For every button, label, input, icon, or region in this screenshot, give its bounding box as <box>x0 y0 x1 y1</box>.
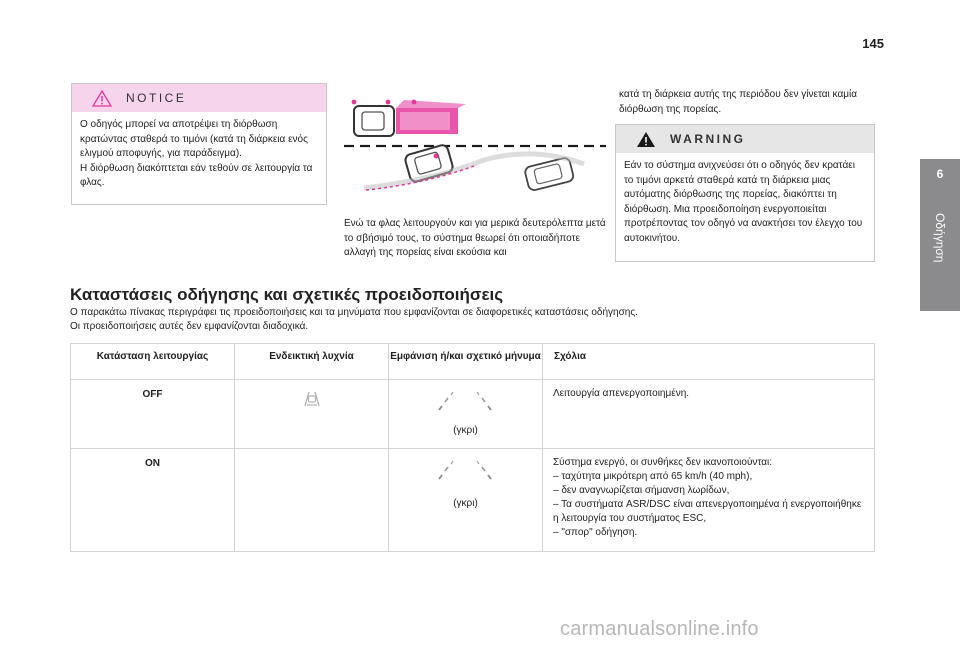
comment-cell: Λειτουργία απενεργοποιημένη. <box>542 380 874 448</box>
lamp-cell <box>234 449 388 551</box>
lamp-cell <box>234 380 388 448</box>
notice-header <box>72 84 326 112</box>
warning-box <box>615 124 875 262</box>
table-header-row <box>71 344 874 379</box>
header-display: Εμφάνιση ή/και σχετικό μήνυμα <box>388 344 542 379</box>
lane-assist-lamp-icon <box>301 388 323 408</box>
right-column-text: κατά τη διάρκεια αυτής της περιόδου δεν γίνεται καμία διόρθωση της πορείας. <box>619 89 857 115</box>
intro-line-2: Οι προειδοποιήσεις αυτές δεν εμφανίζονται διαδοχικά. <box>70 321 309 332</box>
watermark: carmanualsonline.info <box>560 618 759 640</box>
state-cell: OFF <box>142 389 163 400</box>
warning-text: Εάν το σύστημα ανιχνεύσει ότι ο οδηγός δεν κρατάει το τιμόνι αρκετά σταθερά κατά τη διάρκεια μιας αυτόματης διόρθωσης της πορείας, διακόπτει τη διόρθωση. Μια προειδοποίηση ενεργοποιείται προτρέποντας τον οδηγό να ανακτήσει τον έλεγχο του αυτοκινήτου. <box>624 160 863 244</box>
display-cell <box>388 449 542 551</box>
page-number: 145 <box>862 36 884 51</box>
chapter-number: 6 <box>936 167 944 181</box>
header-lamp: Ενδεικτική λυχνία <box>234 344 388 379</box>
illustration-caption: Ενώ τα φλας λειτουργούν και για μερικά δευτερόλεπτα μετά το σβήσιμό τους, το σύστημα θεωρεί ότι οποιαδήποτε αλλαγή της πορείας είναι εκούσια και <box>344 218 606 258</box>
state-cell: ON <box>145 458 160 469</box>
intro-line-1: Ο παρακάτω πίνακας περιγράφει τις προειδοποιήσεις και τα μηνύματα που εμφανίζονται σε διαφορετικές καταστάσεις οδήγησης. <box>70 307 638 318</box>
comment-cell: Σύστημα ενεργό, οι συνθήκες δεν ικανοποιούνται: – ταχύτητα μικρότερη από 65 km/h (40 mph), – δεν αναγνωρίζεται σήμανση λωρίδων, – Τα συστήματα ASR/DSC είναι απενεργοποιημένα ή ενεργοποιήθηκε η λειτουργία του συστήματος ESC, – "σπορ" οδήγηση. <box>542 449 874 551</box>
warning-header <box>616 125 874 153</box>
chapter-label: Οδήγηση <box>933 213 947 263</box>
header-state: Κατάσταση λειτουργίας <box>96 351 209 362</box>
lane-markings-icon <box>429 390 501 412</box>
display-cell <box>388 380 542 448</box>
warning-triangle-icon <box>636 131 656 148</box>
notice-title: NOTICE <box>126 91 187 105</box>
notice-text: Ο οδηγός μπορεί να αποτρέψει τη διόρθωση κρατώντας σταθερά το τιμόνι (κατά τη διάρκεια ενός ελιγμού αποφυγής, για παράδειγμα). Η διόρθωση διακόπτεται εάν τεθούν σε λειτουργία τα φλας. <box>80 119 313 188</box>
warnings-table <box>70 343 875 552</box>
table-row <box>71 448 874 551</box>
warning-triangle-icon <box>92 90 112 107</box>
lane-correction-illustration <box>344 94 606 198</box>
notice-box <box>71 83 327 205</box>
display-color-label: (γκρι) <box>453 498 478 509</box>
display-color-label: (γκρι) <box>453 425 478 436</box>
chapter-tab[interactable] <box>920 159 960 311</box>
section-heading: Καταστάσεις οδήγησης και σχετικές προειδοποιήσεις <box>70 285 504 304</box>
warning-title: WARNING <box>670 132 746 146</box>
lane-markings-icon <box>429 459 501 481</box>
table-row <box>71 379 874 448</box>
header-comments: Σχόλια <box>542 344 874 379</box>
section-intro <box>70 306 875 334</box>
